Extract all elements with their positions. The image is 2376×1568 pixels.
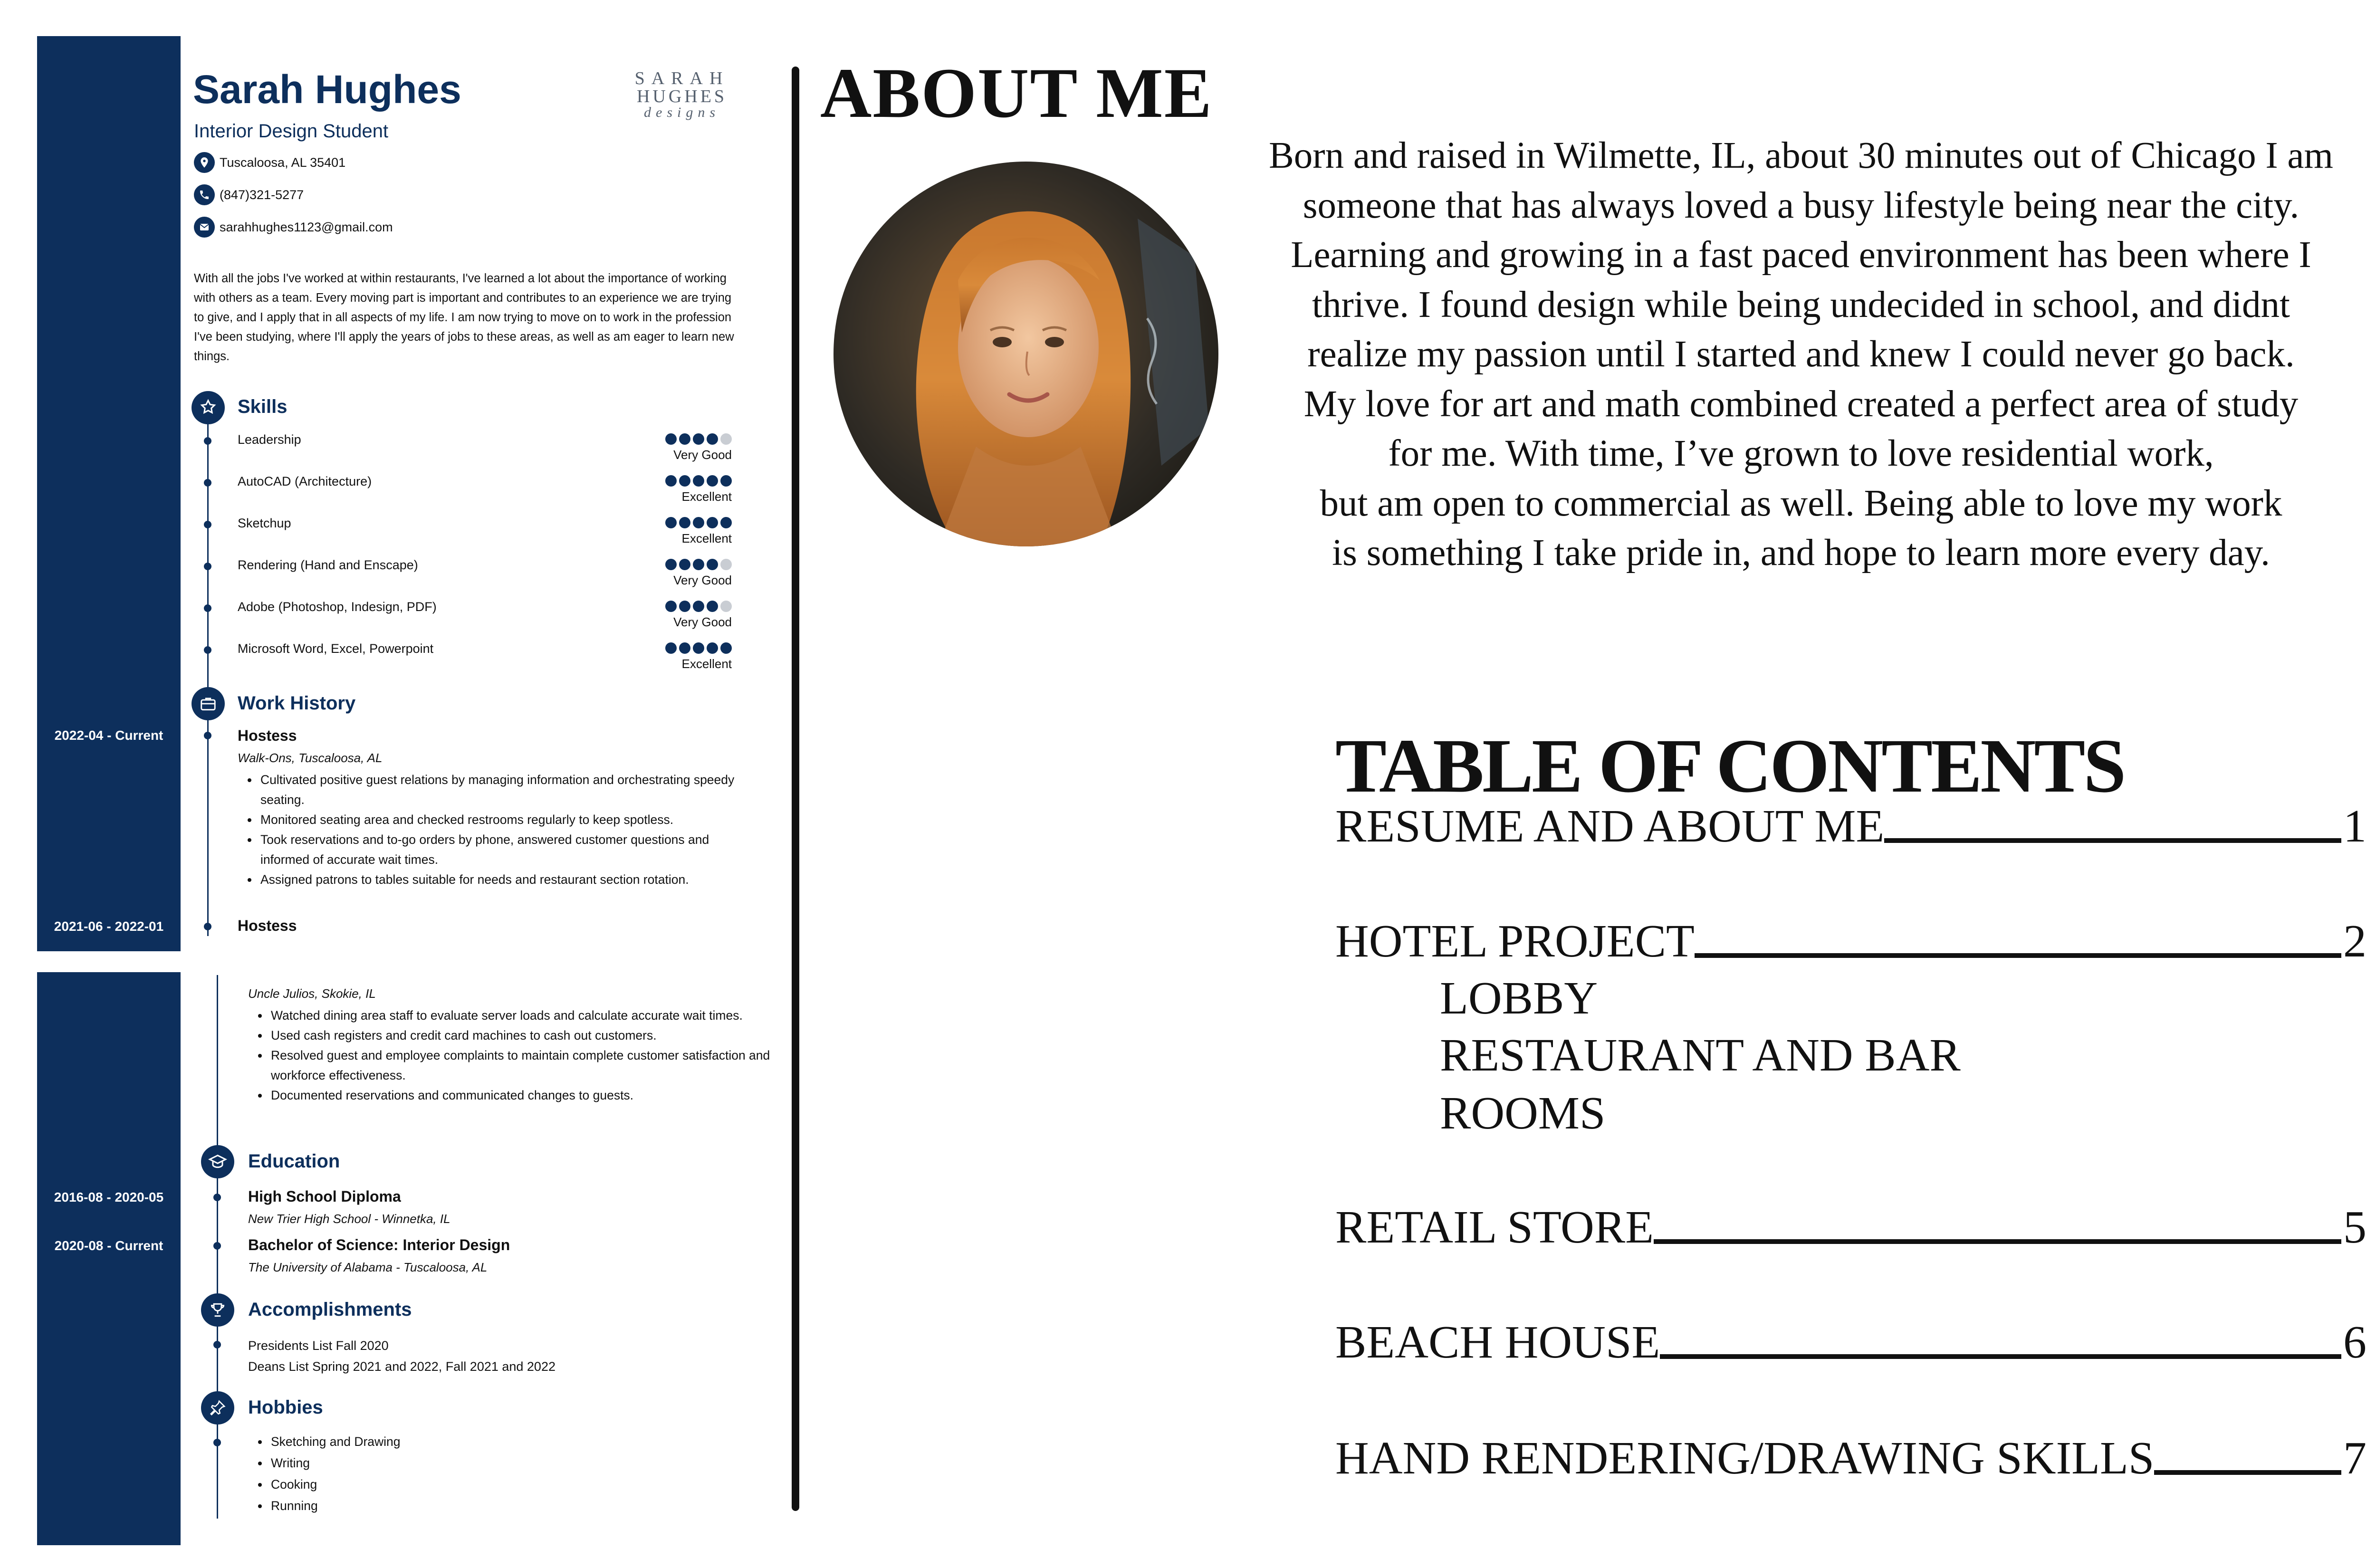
education-degree: High School Diploma — [248, 1188, 401, 1205]
hobbies-list — [257, 1431, 649, 1517]
education-school: New Trier High School - Winnetka, IL — [248, 1212, 450, 1226]
education-dot — [213, 1194, 221, 1201]
about-line: thrive. I found design while being undecided in school, and didnt — [1312, 284, 2290, 325]
job-dates: 2022-04 - Current — [54, 728, 163, 743]
toc-leader-line — [1695, 953, 2341, 958]
resume-title: Interior Design Student — [194, 121, 389, 142]
job-bullets — [257, 1005, 801, 1105]
accomplishments-dot — [213, 1341, 221, 1348]
toc-entry-title: HOTEL PROJECT — [1335, 916, 1695, 967]
job-title: Hostess — [238, 727, 297, 744]
toc-entry-page: 6 — [2343, 1317, 2366, 1368]
rating-dots — [656, 642, 732, 654]
contact-address — [194, 152, 345, 173]
toc-entry-title: RESUME AND ABOUT ME — [1335, 801, 1885, 852]
accomplishment-item: Presidents List Fall 2020 — [248, 1339, 389, 1353]
skill-name: Rendering (Hand and Enscape) — [238, 558, 418, 572]
resume-name: Sarah Hughes — [193, 67, 461, 112]
toc-entry-page: 7 — [2343, 1433, 2366, 1484]
address-text: Tuscaloosa, AL 35401 — [220, 155, 346, 170]
hobby-item: • Cooking — [269, 1474, 649, 1495]
hobby-item: • Sketching and Drawing — [269, 1431, 649, 1453]
pin-icon — [201, 1391, 234, 1425]
skill-level: Very Good — [673, 615, 732, 629]
skill-name: Adobe (Photoshop, Indesign, PDF) — [238, 600, 437, 614]
skill-name: Leadership — [238, 432, 301, 447]
toc-leader-line — [2154, 1470, 2341, 1475]
skill-dot — [204, 437, 211, 445]
skills-heading: Skills — [238, 396, 287, 417]
education-dates: 2020-08 - Current — [54, 1238, 163, 1253]
logo-line-3: designs — [644, 105, 720, 120]
rating-dots — [656, 433, 732, 445]
about-text — [1207, 131, 2376, 578]
toc-entry[interactable] — [1335, 1204, 2366, 1251]
work-heading: Work History — [238, 693, 356, 714]
accomplishments-heading: Accomplishments — [248, 1299, 412, 1320]
skill-level: Very Good — [673, 573, 732, 587]
email-icon — [194, 217, 215, 238]
rating-dots — [656, 517, 732, 528]
rating-dots — [656, 559, 732, 570]
toc-entry-page: 2 — [2343, 916, 2366, 967]
contact-email — [194, 217, 393, 238]
skill-dot — [204, 521, 211, 528]
skill-rating — [656, 475, 732, 504]
contact-phone — [194, 184, 304, 205]
job-bullets — [246, 770, 753, 889]
job-bullet: • Cultivated positive guest relations by managing information and orchestrating speedy seating. — [259, 770, 753, 810]
skill-name: Sketchup — [238, 516, 291, 530]
about-line: My love for art and math combined created a perfect area of study — [1303, 383, 2299, 425]
job-bullet: • Took reservations and to-go orders by phone, answered customer questions and informed of accurate wait times. — [259, 830, 753, 870]
skill-dot — [204, 646, 211, 654]
resume-sidebar-top — [37, 36, 181, 951]
hobbies-dot — [213, 1439, 221, 1446]
skill-name: Microsoft Word, Excel, Powerpoint — [238, 641, 434, 656]
skill-name: AutoCAD (Architecture) — [238, 474, 372, 488]
toc-entry-page: 1 — [2343, 801, 2366, 852]
about-line: but am open to commercial as well. Being able to love my work — [1320, 482, 2282, 524]
trophy-icon — [201, 1293, 234, 1327]
about-heading: ABOUT ME — [820, 54, 1213, 133]
skill-level: Excellent — [681, 531, 732, 545]
email-text: sarahhughes1123@gmail.com — [220, 220, 393, 234]
education-heading: Education — [248, 1151, 340, 1172]
education-school: The University of Alabama - Tuscaloosa, AL — [248, 1260, 488, 1274]
toc-leader-line — [1654, 1239, 2341, 1244]
rating-dots — [656, 475, 732, 487]
skill-level: Excellent — [681, 489, 732, 504]
phone-text: (847)321-5277 — [220, 187, 304, 202]
job-bullet: • Watched dining area staff to evaluate server loads and calculate accurate wait times. — [269, 1005, 801, 1025]
education-degree: Bachelor of Science: Interior Design — [248, 1236, 510, 1253]
skill-dot — [204, 479, 211, 487]
about-line: Born and raised in Wilmette, IL, about 30 minutes out of Chicago I am — [1269, 135, 2333, 176]
job-company: Uncle Julios, Skokie, IL — [248, 986, 376, 1001]
toc-subentry[interactable]: RESTAURANT AND BAR — [1440, 1030, 1961, 1081]
skill-rating — [656, 433, 732, 462]
skill-dot — [204, 563, 211, 570]
logo — [627, 69, 737, 120]
skill-rating — [656, 559, 732, 588]
profile-photo — [834, 162, 1218, 546]
toc-entry[interactable] — [1335, 1319, 2366, 1366]
toc-subentry[interactable]: LOBBY — [1440, 973, 1598, 1024]
timeline-line-top — [207, 423, 209, 936]
skill-level: Very Good — [673, 448, 732, 462]
toc-entry-title: BEACH HOUSE — [1335, 1317, 1660, 1368]
toc-entry[interactable] — [1335, 1435, 2366, 1482]
job-title: Hostess — [238, 917, 297, 934]
job-bullet: • Documented reservations and communicated changes to guests. — [269, 1085, 801, 1105]
phone-icon — [194, 184, 215, 205]
toc-entry-title: RETAIL STORE — [1335, 1202, 1654, 1253]
job-dot — [204, 732, 211, 739]
hobbies-heading: Hobbies — [248, 1397, 323, 1418]
toc-entry[interactable] — [1335, 803, 2366, 850]
job-bullet: • Used cash registers and credit card machines to cash out customers. — [269, 1025, 801, 1045]
job-bullet: • Resolved guest and employee complaints to maintain complete customer satisfaction and workforce effectiveness. — [269, 1045, 801, 1085]
about-line: Learning and growing in a fast paced environment has been where I — [1291, 234, 2311, 276]
about-line: realize my passion until I started and knew I could never go back. — [1307, 334, 2295, 375]
skill-level: Excellent — [681, 657, 732, 671]
toc-subentry[interactable]: ROOMS — [1440, 1088, 1606, 1139]
skill-rating — [656, 642, 732, 671]
hobby-item: • Running — [269, 1495, 649, 1517]
skill-dot — [204, 604, 211, 612]
skill-rating — [656, 601, 732, 630]
job-bullet: • Assigned patrons to tables suitable for needs and restaurant section rotation. — [259, 870, 753, 889]
hobby-item: • Writing — [269, 1453, 649, 1474]
toc-entry-page: 5 — [2343, 1202, 2366, 1253]
toc-heading: TABLE OF CONTENTS — [1335, 724, 2125, 809]
about-line: for me. With time, I’ve grown to love residential work, — [1388, 433, 2214, 474]
job-company: Walk-Ons, Tuscaloosa, AL — [238, 751, 383, 765]
graduation-cap-icon — [201, 1145, 234, 1178]
job-dot — [204, 923, 211, 930]
toc-leader-line — [1884, 838, 2341, 843]
briefcase-icon — [192, 687, 225, 720]
education-dot — [213, 1242, 221, 1250]
rating-dots — [656, 601, 732, 612]
about-line: is something I take pride in, and hope to learn more every day. — [1332, 532, 2270, 574]
job-dates: 2021-06 - 2022-01 — [54, 919, 164, 934]
skill-rating — [656, 517, 732, 546]
logo-line-2: HUGHES — [636, 86, 728, 106]
vertical-divider — [792, 67, 799, 1511]
toc-entry[interactable] — [1335, 918, 2366, 965]
resume-summary: With all the jobs I've worked at within restaurants, I've learned a lot about the importance of working with others as a team. Every moving part is important and contributes to an experience we are trying to give, and I apply that in all aspects of my life. I am now trying to move on to work in the profession I've been studying, where I'll apply the years of jobs to these areas, as well as am eager to learn new things. — [194, 272, 734, 363]
skills-icon — [192, 391, 225, 424]
logo-line-1: SARAH — [634, 68, 729, 88]
resume-sidebar-bottom — [37, 972, 181, 1545]
location-pin-icon — [194, 152, 215, 173]
toc-entry-title: HAND RENDERING/DRAWING SKILLS — [1335, 1433, 2155, 1484]
toc-leader-line — [1660, 1354, 2341, 1359]
accomplishment-item: Deans List Spring 2021 and 2022, Fall 2021 and 2022 — [248, 1359, 556, 1374]
education-dates: 2016-08 - 2020-05 — [54, 1190, 164, 1205]
job-bullet: • Monitored seating area and checked restrooms regularly to keep spotless. — [259, 810, 753, 830]
about-line: someone that has always loved a busy lifestyle being near the city. — [1303, 184, 2299, 226]
